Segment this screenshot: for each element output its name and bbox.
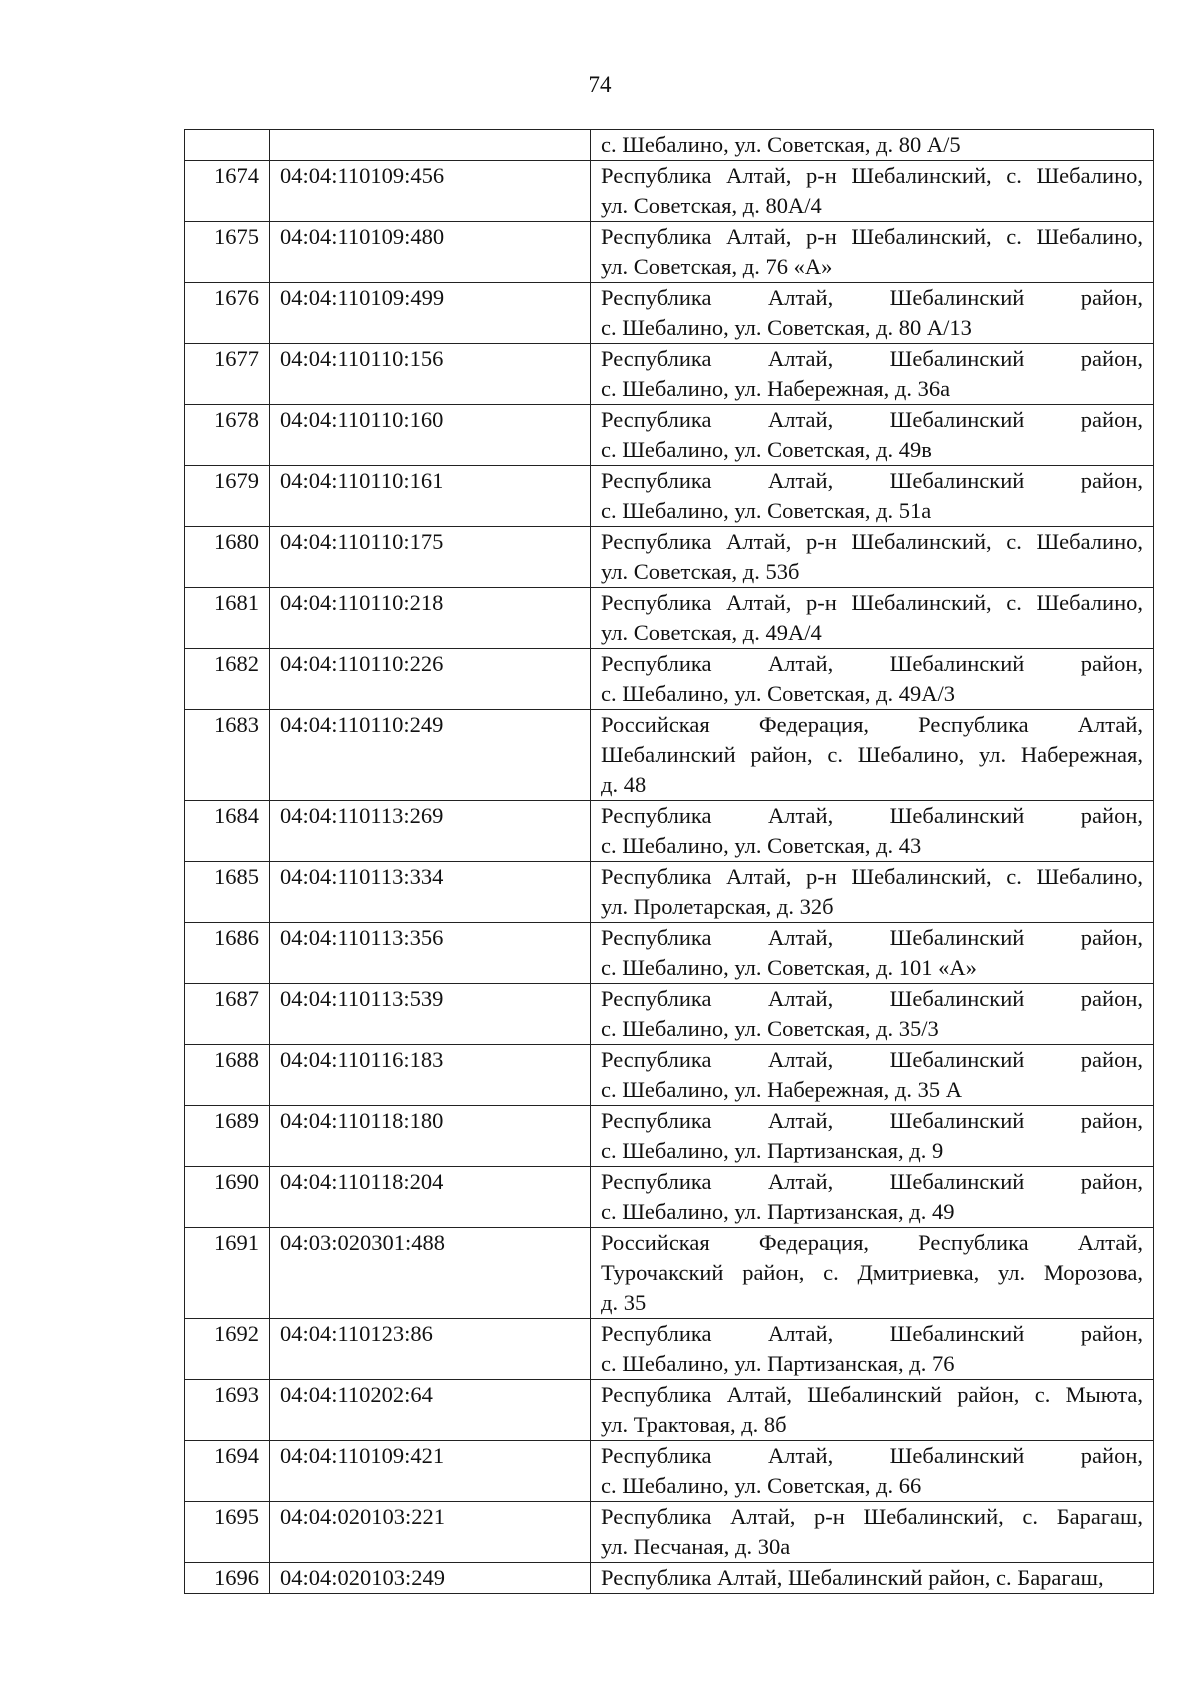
address-cell [591, 527, 1154, 588]
cadastral-number-cell: 04:03:020301:488 [270, 1228, 591, 1319]
address-line: с. Шебалино, ул. Советская, д. 43 [601, 833, 922, 858]
address-line: Республика Алтай, Шебалинский район, [601, 1321, 1143, 1346]
address-line: Республика Алтай, Шебалинский район, [601, 285, 1143, 310]
address-line: Республика Алтай, р-н Шебалинский, с. Шебалино, [601, 590, 1143, 615]
cadastral-number-cell: 04:04:110109:480 [270, 222, 591, 283]
address-cell [591, 344, 1154, 405]
address-line: с. Шебалино, ул. Партизанская, д. 49 [601, 1199, 955, 1224]
registry-table-body [185, 130, 1154, 1594]
row-number-cell: 1686 [185, 923, 270, 984]
row-number-cell: 1696 [185, 1563, 270, 1594]
address-cell [591, 862, 1154, 923]
address-cell [591, 1502, 1154, 1563]
address-cell [591, 283, 1154, 344]
row-number-cell: 1690 [185, 1167, 270, 1228]
land-registry-table [184, 129, 1154, 1594]
address-line: д. 35 [601, 1290, 647, 1315]
address-line: д. 48 [601, 772, 647, 797]
address-line: Республика Алтай, р-н Шебалинский, с. Шебалино, [601, 864, 1143, 889]
row-number-cell: 1695 [185, 1502, 270, 1563]
address-line: с. Шебалино, ул. Советская, д. 80 А/5 [601, 132, 961, 157]
address-line: ул. Пролетарская, д. 32б [601, 894, 834, 919]
table-row [185, 710, 1154, 801]
address-line: Республика Алтай, Шебалинский район, [601, 1047, 1143, 1072]
address-line: с. Шебалино, ул. Набережная, д. 35 А [601, 1077, 962, 1102]
address-cell [591, 405, 1154, 466]
address-line: с. Шебалино, ул. Советская, д. 101 «А» [601, 955, 977, 980]
page-number: 74 [588, 72, 612, 97]
table-row [185, 1106, 1154, 1167]
cadastral-number-cell: 04:04:110113:356 [270, 923, 591, 984]
table-row [185, 1228, 1154, 1319]
row-number-cell: 1674 [185, 161, 270, 222]
address-line: Республика Алтай, Шебалинский район, [601, 1108, 1143, 1133]
address-line: с. Шебалино, ул. Набережная, д. 36а [601, 376, 951, 401]
row-number-cell: 1684 [185, 801, 270, 862]
address-line: Республика Алтай, Шебалинский район, с. Барагаш, [601, 1565, 1104, 1590]
cadastral-number-cell: 04:04:110113:539 [270, 984, 591, 1045]
table-row [185, 588, 1154, 649]
address-line: ул. Советская, д. 49А/4 [601, 620, 822, 645]
cadastral-number-cell: 04:04:110109:456 [270, 161, 591, 222]
row-number-cell [185, 130, 270, 161]
cadastral-number-cell: 04:04:110113:269 [270, 801, 591, 862]
address-line: Республика Алтай, Шебалинский район, [601, 1443, 1143, 1468]
table-row [185, 923, 1154, 984]
table-row [185, 283, 1154, 344]
cadastral-number-cell: 04:04:110118:180 [270, 1106, 591, 1167]
address-line: Российская Федерация, Республика Алтай, [601, 1230, 1143, 1255]
address-cell [591, 923, 1154, 984]
cadastral-number-cell: 04:04:020103:249 [270, 1563, 591, 1594]
address-line: с. Шебалино, ул. Партизанская, д. 76 [601, 1351, 955, 1376]
cadastral-number-cell [270, 130, 591, 161]
address-line: с. Шебалино, ул. Советская, д. 51а [601, 498, 932, 523]
address-line: ул. Советская, д. 80А/4 [601, 193, 822, 218]
table-row [185, 1502, 1154, 1563]
address-line: Республика Алтай, Шебалинский район, с. Мыюта, [601, 1382, 1143, 1407]
row-number-cell: 1681 [185, 588, 270, 649]
table-row [185, 466, 1154, 527]
address-line: Республика Алтай, Шебалинский район, [601, 651, 1143, 676]
address-cell [591, 649, 1154, 710]
address-line: Российская Федерация, Республика Алтай, [601, 712, 1143, 737]
cadastral-number-cell: 04:04:110110:175 [270, 527, 591, 588]
cadastral-number-cell: 04:04:110116:183 [270, 1045, 591, 1106]
address-line: Республика Алтай, Шебалинский район, [601, 1169, 1143, 1194]
table-row [185, 1563, 1154, 1594]
cadastral-number-cell: 04:04:020103:221 [270, 1502, 591, 1563]
address-cell [591, 588, 1154, 649]
address-cell [591, 1563, 1154, 1594]
table-row [185, 161, 1154, 222]
row-number-cell: 1677 [185, 344, 270, 405]
table-row [185, 344, 1154, 405]
address-line: Республика Алтай, Шебалинский район, [601, 925, 1143, 950]
address-line: Шебалинский район, с. Шебалино, ул. Набережная, [601, 742, 1143, 767]
row-number-cell: 1688 [185, 1045, 270, 1106]
table-row [185, 1045, 1154, 1106]
table-row [185, 1441, 1154, 1502]
address-cell [591, 1441, 1154, 1502]
address-line: Республика Алтай, Шебалинский район, [601, 986, 1143, 1011]
address-cell [591, 1167, 1154, 1228]
address-line: Республика Алтай, Шебалинский район, [601, 803, 1143, 828]
address-cell [591, 1106, 1154, 1167]
cadastral-number-cell: 04:04:110110:249 [270, 710, 591, 801]
address-cell [591, 222, 1154, 283]
address-line: ул. Советская, д. 76 «А» [601, 254, 833, 279]
cadastral-number-cell: 04:04:110123:86 [270, 1319, 591, 1380]
cadastral-number-cell: 04:04:110110:161 [270, 466, 591, 527]
address-line: Республика Алтай, Шебалинский район, [601, 468, 1143, 493]
row-number-cell: 1685 [185, 862, 270, 923]
cadastral-number-cell: 04:04:110109:421 [270, 1441, 591, 1502]
address-line: с. Шебалино, ул. Советская, д. 49А/3 [601, 681, 956, 706]
table-row [185, 1380, 1154, 1441]
address-cell [591, 1319, 1154, 1380]
table-row [185, 1319, 1154, 1380]
address-line: Республика Алтай, р-н Шебалинский, с. Барагаш, [601, 1504, 1143, 1529]
row-number-cell: 1694 [185, 1441, 270, 1502]
cadastral-number-cell: 04:04:110113:334 [270, 862, 591, 923]
table-row [185, 222, 1154, 283]
address-cell [591, 1045, 1154, 1106]
address-line: Республика Алтай, р-н Шебалинский, с. Шебалино, [601, 529, 1143, 554]
row-number-cell: 1675 [185, 222, 270, 283]
address-line: ул. Советская, д. 53б [601, 559, 800, 584]
table-row [185, 984, 1154, 1045]
table-row [185, 1167, 1154, 1228]
address-cell [591, 130, 1154, 161]
table-row [185, 405, 1154, 466]
address-line: Республика Алтай, Шебалинский район, [601, 407, 1143, 432]
address-cell [591, 161, 1154, 222]
cadastral-number-cell: 04:04:110110:218 [270, 588, 591, 649]
address-line: Республика Алтай, Шебалинский район, [601, 346, 1143, 371]
row-number-cell: 1682 [185, 649, 270, 710]
row-number-cell: 1693 [185, 1380, 270, 1441]
cadastral-number-cell: 04:04:110110:226 [270, 649, 591, 710]
row-number-cell: 1689 [185, 1106, 270, 1167]
table-row [185, 862, 1154, 923]
table-row [185, 527, 1154, 588]
address-line: Республика Алтай, р-н Шебалинский, с. Шебалино, [601, 163, 1143, 188]
row-number-cell: 1692 [185, 1319, 270, 1380]
address-line: ул. Трактовая, д. 8б [601, 1412, 787, 1437]
cadastral-number-cell: 04:04:110109:499 [270, 283, 591, 344]
row-number-cell: 1687 [185, 984, 270, 1045]
address-cell [591, 1380, 1154, 1441]
address-cell [591, 1228, 1154, 1319]
cadastral-number-cell: 04:04:110110:156 [270, 344, 591, 405]
cadastral-number-cell: 04:04:110118:204 [270, 1167, 591, 1228]
row-number-cell: 1683 [185, 710, 270, 801]
table-row [185, 130, 1154, 161]
address-cell [591, 984, 1154, 1045]
row-number-cell: 1678 [185, 405, 270, 466]
table-row [185, 801, 1154, 862]
row-number-cell: 1676 [185, 283, 270, 344]
address-cell [591, 466, 1154, 527]
address-line: Турочакский район, с. Дмитриевка, ул. Морозова, [601, 1260, 1143, 1285]
cadastral-number-cell: 04:04:110202:64 [270, 1380, 591, 1441]
address-line: с. Шебалино, ул. Партизанская, д. 9 [601, 1138, 944, 1163]
row-number-cell: 1691 [185, 1228, 270, 1319]
address-cell [591, 710, 1154, 801]
row-number-cell: 1679 [185, 466, 270, 527]
address-line: с. Шебалино, ул. Советская, д. 80 А/13 [601, 315, 972, 340]
address-cell [591, 801, 1154, 862]
table-row [185, 649, 1154, 710]
address-line: Республика Алтай, р-н Шебалинский, с. Шебалино, [601, 224, 1143, 249]
address-line: с. Шебалино, ул. Советская, д. 66 [601, 1473, 922, 1498]
address-line: ул. Песчаная, д. 30а [601, 1534, 791, 1559]
address-line: с. Шебалино, ул. Советская, д. 35/3 [601, 1016, 939, 1041]
row-number-cell: 1680 [185, 527, 270, 588]
address-line: с. Шебалино, ул. Советская, д. 49в [601, 437, 932, 462]
cadastral-number-cell: 04:04:110110:160 [270, 405, 591, 466]
